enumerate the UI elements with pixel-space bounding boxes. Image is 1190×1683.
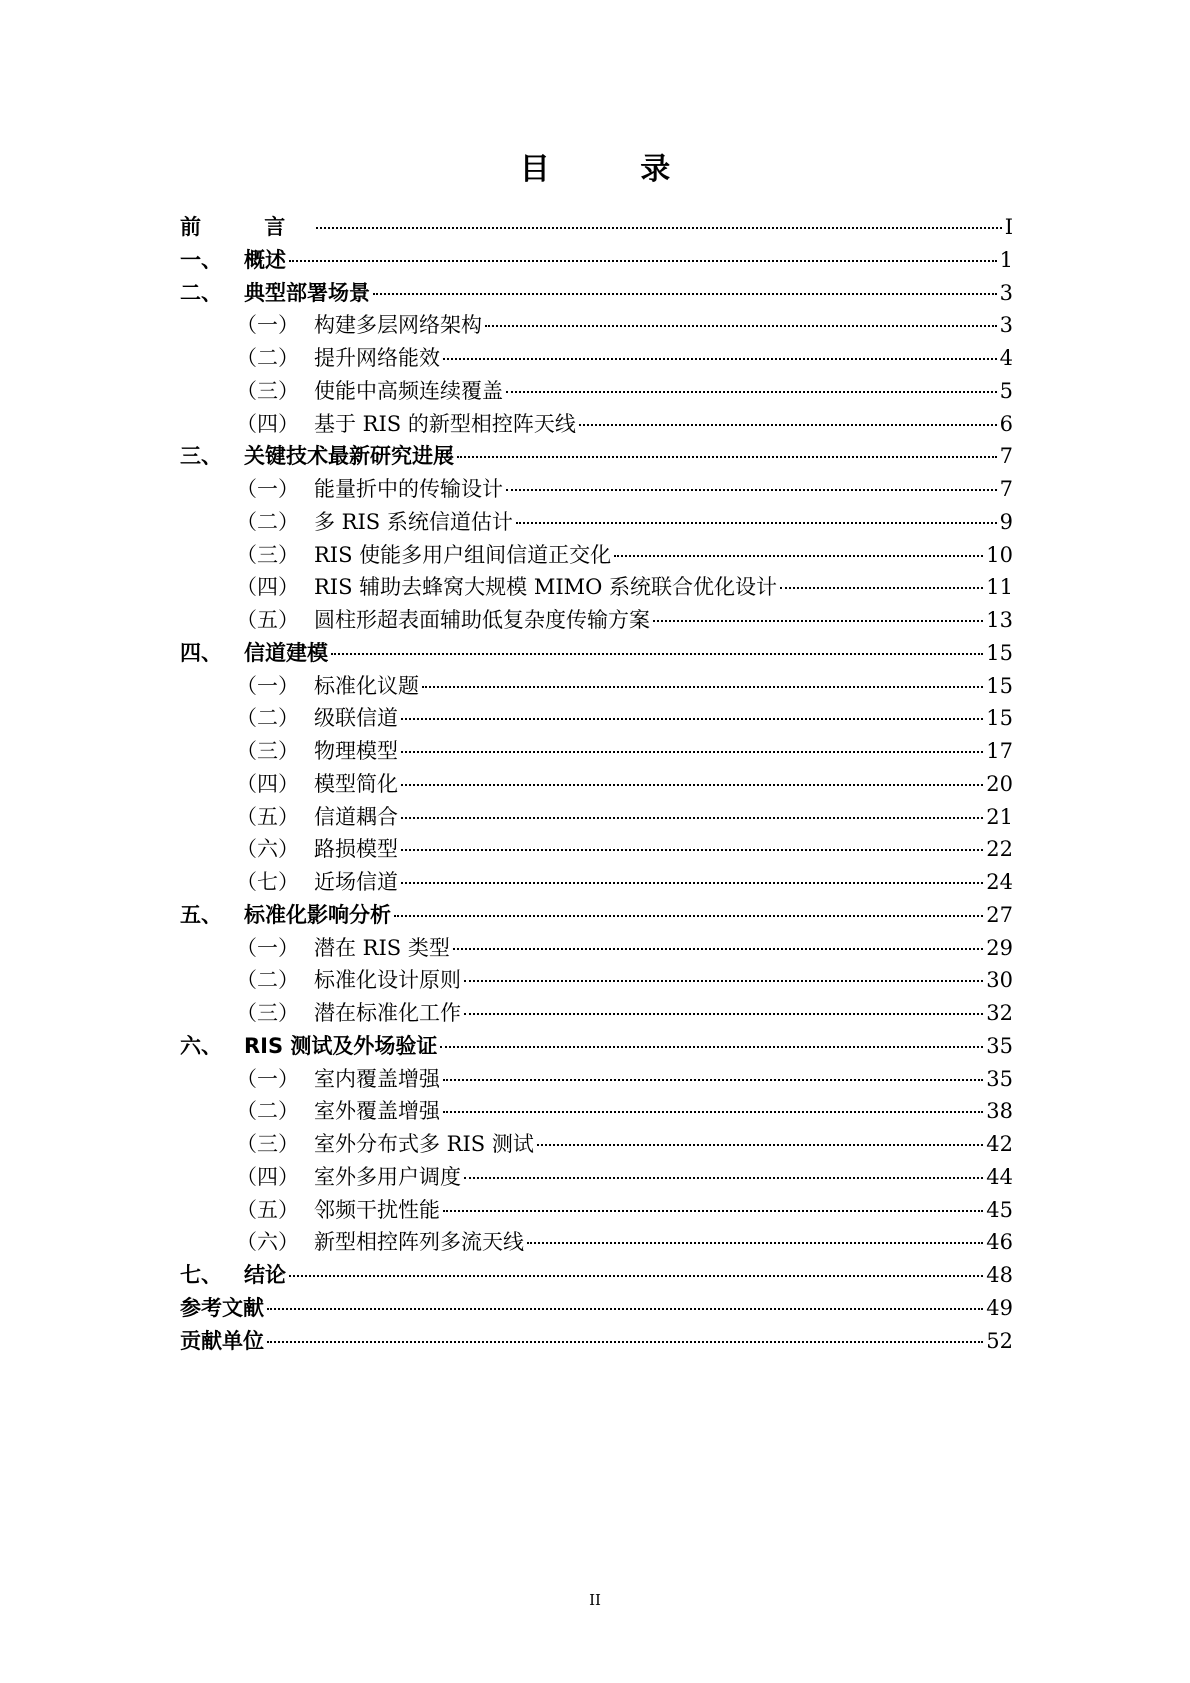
toc-entry-number: （三） <box>236 542 299 567</box>
toc-entry[interactable] <box>180 1292 1013 1325</box>
toc-entry[interactable] <box>180 1226 1013 1259</box>
dot-leader <box>373 293 997 295</box>
toc-entry-title: 前 言 <box>180 215 314 239</box>
toc-entry-number: 七、 <box>180 1263 222 1287</box>
toc-entry[interactable] <box>180 637 1013 670</box>
toc-entry[interactable] <box>180 735 1013 768</box>
toc-entry-title: 路损模型 <box>314 837 398 862</box>
toc-entry-number: 六、 <box>180 1033 222 1058</box>
toc-entry-number: （二） <box>236 346 299 370</box>
toc-entry-page: 32 <box>986 1001 1013 1025</box>
toc-entry-title: RIS 辅助去蜂窝大规模 MIMO 系统联合优化设计 <box>314 575 778 600</box>
toc-entry-title: 室外多用户调度 <box>314 1164 461 1189</box>
toc-entry-page: 22 <box>986 837 1013 862</box>
toc-entry-page: 30 <box>986 968 1013 993</box>
toc-entry[interactable] <box>180 1325 1013 1358</box>
toc-entry-number: （二） <box>236 706 299 731</box>
toc-entry[interactable] <box>180 375 1013 408</box>
toc-entry[interactable] <box>180 506 1013 539</box>
dot-leader <box>527 1242 983 1244</box>
toc-entry-page: 13 <box>986 608 1013 632</box>
toc-entry-title: 关键技术最新研究进展 <box>244 444 454 469</box>
toc-entry-number: （五） <box>236 804 299 829</box>
dot-leader <box>443 358 997 360</box>
toc-entry-title: 典型部署场景 <box>244 280 370 305</box>
dot-leader <box>453 948 983 950</box>
toc-entry-number: （六） <box>236 837 299 862</box>
toc-entry-title: 标准化影响分析 <box>244 902 391 927</box>
dot-leader <box>440 1046 983 1048</box>
toc-entry[interactable] <box>180 801 1013 834</box>
toc-entry-number: （一） <box>236 673 299 698</box>
dot-leader <box>289 1275 983 1277</box>
toc-entry-number: （三） <box>236 378 299 403</box>
toc-entry-title: 级联信道 <box>314 706 398 731</box>
dot-leader <box>443 1079 983 1081</box>
toc-entry[interactable] <box>180 539 1013 572</box>
toc-entry-number: 一、 <box>180 247 222 272</box>
toc-entry-page: 52 <box>986 1328 1013 1353</box>
dot-leader <box>506 489 997 491</box>
toc-entry-page: 7 <box>999 444 1013 469</box>
dot-leader <box>464 1177 983 1179</box>
toc-entry-number: （五） <box>236 1197 299 1222</box>
dot-leader <box>464 1013 983 1015</box>
toc-entry-page: 7 <box>999 477 1013 501</box>
dot-leader <box>401 817 983 819</box>
toc-entry-number: 三、 <box>180 444 222 469</box>
toc-entry-page: 20 <box>986 771 1013 796</box>
toc-entry[interactable] <box>180 1161 1013 1194</box>
toc-entry[interactable] <box>180 702 1013 735</box>
toc-entry-number: 五、 <box>180 902 222 927</box>
dot-leader <box>579 424 997 426</box>
toc-entry-page: 5 <box>999 378 1013 403</box>
toc-entry-page: 15 <box>986 673 1013 698</box>
dot-leader <box>485 325 997 327</box>
dot-leader <box>457 456 997 458</box>
toc-entry[interactable] <box>180 833 1013 866</box>
toc-entry[interactable] <box>180 309 1013 342</box>
toc-entry-page: 42 <box>986 1132 1013 1156</box>
toc-entry-number: （二） <box>236 509 299 534</box>
toc-entry[interactable] <box>180 342 1013 375</box>
toc-entry-title: 提升网络能效 <box>314 346 440 370</box>
toc-entry-page: 21 <box>986 804 1013 829</box>
toc-entry-title: 概述 <box>244 247 286 272</box>
dot-leader <box>289 260 997 262</box>
dot-leader <box>267 1308 983 1310</box>
toc-entry-title: 室外分布式多 RIS 测试 <box>314 1132 534 1156</box>
dot-leader <box>537 1144 983 1146</box>
dot-leader <box>506 391 997 393</box>
dot-leader <box>331 653 983 655</box>
toc-entry[interactable] <box>180 932 1013 965</box>
toc-entry[interactable] <box>180 277 1013 310</box>
toc-entry-title: 标准化议题 <box>314 673 419 698</box>
toc-entry-page: 29 <box>986 935 1013 960</box>
toc-entry-page: 24 <box>986 870 1013 894</box>
toc-entry[interactable] <box>180 211 1013 244</box>
toc-entry-page: 1 <box>999 247 1013 272</box>
toc-entry-number: （一） <box>236 477 299 501</box>
toc-entry-number: （六） <box>236 1230 299 1255</box>
toc-entry-page: 49 <box>986 1295 1013 1320</box>
toc-entry-title: 信道建模 <box>244 640 328 665</box>
toc-entry-page: 15 <box>986 706 1013 731</box>
toc-entry-page: 35 <box>986 1066 1013 1091</box>
toc-entry-number: （七） <box>236 870 299 894</box>
toc-entry-title: 室外覆盖增强 <box>314 1099 440 1124</box>
toc-entry-page: I <box>1004 215 1013 239</box>
toc-entry-title: 贡献单位 <box>180 1328 264 1353</box>
toc-entry-number: 四、 <box>180 640 222 665</box>
page-title: 目 录 <box>519 152 711 187</box>
toc-entry-title: 使能中高频连续覆盖 <box>314 378 503 403</box>
toc-entry-page: 10 <box>986 542 1013 567</box>
dot-leader <box>614 555 983 557</box>
toc-entry[interactable] <box>180 604 1013 637</box>
dot-leader <box>401 849 983 851</box>
toc-entry-title: 构建多层网络架构 <box>314 313 482 338</box>
toc-entry-title: 物理模型 <box>314 739 398 763</box>
dot-leader <box>401 882 983 884</box>
toc-entry-title: 参考文献 <box>180 1295 264 1320</box>
toc-entry-title: RIS 测试及外场验证 <box>244 1033 438 1058</box>
toc-entry-title: 结论 <box>244 1263 286 1287</box>
dot-leader <box>780 587 983 589</box>
toc-entry-page: 15 <box>986 640 1013 665</box>
dot-leader <box>516 522 997 524</box>
toc-entry-page: 6 <box>999 411 1013 436</box>
dot-leader <box>316 227 1001 229</box>
toc-entry-number: （一） <box>236 1066 299 1091</box>
toc-entry-number: （一） <box>236 935 299 960</box>
toc-entry-page: 48 <box>986 1263 1013 1287</box>
dot-leader <box>267 1341 983 1343</box>
toc-entry-page: 3 <box>999 280 1013 305</box>
toc-entry[interactable] <box>180 899 1013 932</box>
toc-entry[interactable] <box>180 768 1013 801</box>
toc-entry[interactable] <box>180 473 1013 506</box>
toc-entry-number: （一） <box>236 313 299 338</box>
page-number-footer: II <box>589 1591 601 1609</box>
toc-entry[interactable] <box>180 408 1013 441</box>
toc-entry-title: RIS 使能多用户组间信道正交化 <box>314 542 612 567</box>
toc-entry-page: 17 <box>986 739 1013 763</box>
toc-entry[interactable] <box>180 1194 1013 1227</box>
toc-entry-title: 室内覆盖增强 <box>314 1066 440 1091</box>
toc-entry-title: 能量折中的传输设计 <box>314 477 503 501</box>
toc-entry-page: 46 <box>986 1230 1013 1255</box>
toc-entry-number: （四） <box>236 771 299 796</box>
toc-entry[interactable] <box>180 997 1013 1030</box>
dot-leader <box>394 915 983 917</box>
table-of-contents <box>180 211 1013 1357</box>
toc-entry[interactable] <box>180 1259 1013 1292</box>
dot-leader <box>464 980 983 982</box>
dot-leader <box>422 686 983 688</box>
toc-entry-page: 4 <box>999 346 1013 370</box>
toc-entry[interactable] <box>180 440 1013 473</box>
toc-entry-title: 基于 RIS 的新型相控阵天线 <box>314 411 576 436</box>
dot-leader <box>443 1210 983 1212</box>
toc-entry-number: （二） <box>236 1099 299 1124</box>
toc-entry-number: （三） <box>236 739 299 763</box>
toc-entry-title: 信道耦合 <box>314 804 398 829</box>
toc-entry[interactable] <box>180 1095 1013 1128</box>
toc-entry[interactable] <box>180 866 1013 899</box>
toc-entry-title: 多 RIS 系统信道估计 <box>314 509 513 534</box>
toc-entry-page: 9 <box>999 509 1013 534</box>
toc-entry-title: 新型相控阵列多流天线 <box>314 1230 524 1255</box>
toc-entry-page: 3 <box>999 313 1013 338</box>
toc-entry[interactable] <box>180 670 1013 703</box>
toc-entry-number: （四） <box>236 411 299 436</box>
toc-entry-number: （二） <box>236 968 299 993</box>
dot-leader <box>401 751 983 753</box>
dot-leader <box>653 620 983 622</box>
toc-entry-title: 潜在标准化工作 <box>314 1001 461 1025</box>
toc-entry-page: 38 <box>986 1099 1013 1124</box>
toc-entry-title: 圆柱形超表面辅助低复杂度传输方案 <box>314 608 650 632</box>
toc-entry[interactable] <box>180 1063 1013 1096</box>
toc-entry-page: 27 <box>986 902 1013 927</box>
toc-entry-title: 标准化设计原则 <box>314 968 461 993</box>
toc-entry[interactable] <box>180 571 1013 604</box>
toc-entry-title: 近场信道 <box>314 870 398 894</box>
toc-entry-number: （四） <box>236 575 299 600</box>
toc-entry[interactable] <box>180 1128 1013 1161</box>
toc-entry-number: （五） <box>236 608 299 632</box>
toc-entry-number: （三） <box>236 1001 299 1025</box>
toc-entry[interactable] <box>180 964 1013 997</box>
toc-entry-title: 潜在 RIS 类型 <box>314 935 450 960</box>
dot-leader <box>401 718 983 720</box>
toc-entry-page: 11 <box>986 575 1013 600</box>
toc-entry-number: （三） <box>236 1132 299 1156</box>
dot-leader <box>443 1111 983 1113</box>
toc-entry-number: 二、 <box>180 280 222 305</box>
toc-entry-title: 模型简化 <box>314 771 398 796</box>
toc-entry[interactable] <box>180 1030 1013 1063</box>
toc-entry-title: 邻频干扰性能 <box>314 1197 440 1222</box>
toc-entry[interactable] <box>180 244 1013 277</box>
toc-entry-number: （四） <box>236 1164 299 1189</box>
dot-leader <box>401 784 983 786</box>
toc-entry-page: 35 <box>986 1033 1013 1058</box>
toc-entry-page: 44 <box>986 1164 1013 1189</box>
toc-entry-page: 45 <box>986 1197 1013 1222</box>
